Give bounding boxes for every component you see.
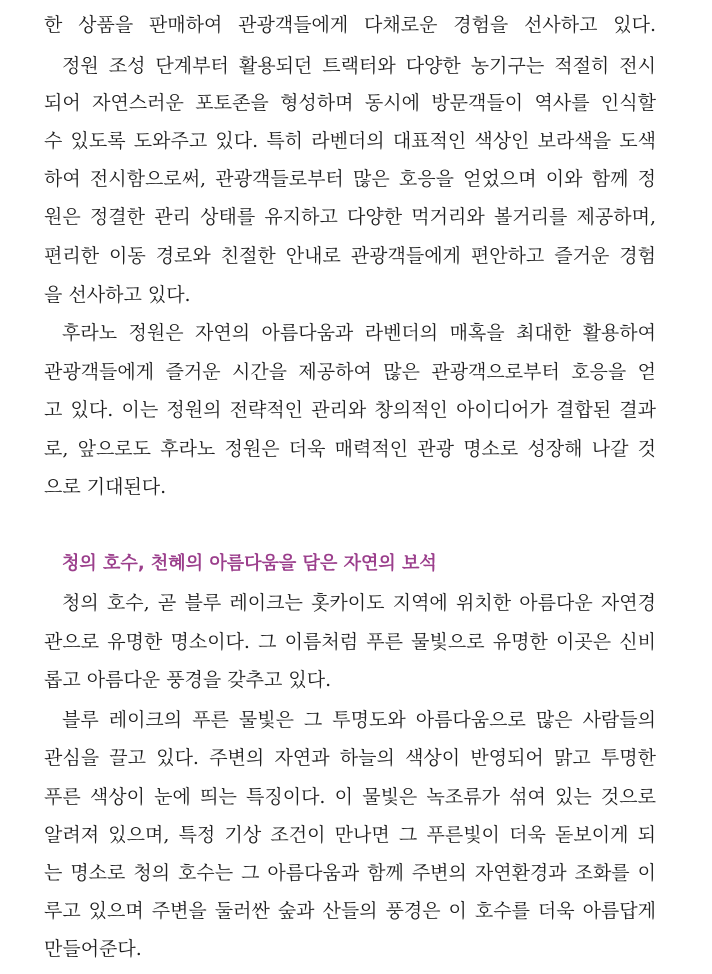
paragraph-4-line-2: 관으로 유명한 명소이다. 그 이름처럼 푸른 물빛으로 유명한 이곳은 신비 [44, 631, 656, 653]
paragraph-5-line-6: 루고 있으며 주변을 둘러싼 숲과 산들의 풍경은 이 호수를 더욱 아름답게 [44, 900, 656, 922]
paragraph-4-line-3: 롭고 아름다운 풍경을 갖추고 있다. [44, 669, 332, 691]
paragraph-2-line-2: 되어 자연스러운 포토존을 형성하며 동시에 방문객들이 역사를 인식할 [44, 92, 656, 114]
paragraph-2-line-1: 정원 조성 단계부터 활용되던 트랙터와 다양한 농기구는 적절히 전시 [62, 55, 656, 77]
paragraph-5-line-2: 관심을 끌고 있다. 주변의 자연과 하늘의 색상이 반영되어 맑고 투명한 [44, 747, 656, 769]
paragraph-3-line-3: 고 있다. 이는 정원의 전략적인 관리와 창의적인 아이디어가 결합된 결과 [44, 399, 656, 421]
paragraph-3-line-5: 으로 기대된다. [44, 476, 167, 498]
paragraph-5-line-1: 블루 레이크의 푸른 물빛은 그 투명도와 아름다움으로 많은 사람들의 [62, 709, 656, 731]
paragraph-4-line-1: 청의 호수, 곧 블루 레이크는 홋카이도 지역에 위치한 아름다운 자연경 [62, 592, 656, 614]
paragraph-3-line-4: 로, 앞으로도 후라노 정원은 더욱 매력적인 관광 명소로 성장해 나갈 것 [44, 438, 656, 460]
paragraph-3-line-1: 후라노 정원은 자연의 아름다움과 라벤더의 매혹을 최대한 활용하여 [62, 322, 656, 344]
paragraph-5-line-7: 만들어준다. [44, 938, 142, 960]
paragraph-2-line-3: 수 있도록 도와주고 있다. 특히 라벤더의 대표적인 색상인 보라색을 도색 [44, 130, 656, 152]
paragraph-2-line-7: 을 선사하고 있다. [44, 284, 191, 306]
paragraph-5-line-4: 알려져 있으며, 특정 기상 조건이 만나면 그 푸른빛이 더욱 돋보이게 되 [44, 824, 656, 846]
section-heading: 청의 호수, 천혜의 아름다움을 담은 자연의 보석 [62, 553, 437, 574]
paragraph-3-line-2: 관광객들에게 즐거운 시간을 제공하여 많은 관광객으로부터 호응을 얻 [44, 361, 656, 383]
paragraph-5-line-5: 는 명소로 청의 호수는 그 아름다움과 함께 주변의 자연환경과 조화를 이 [44, 862, 656, 884]
paragraph-2-line-6: 편리한 이동 경로와 친절한 안내로 관광객들에게 편안하고 즐거운 경험 [44, 245, 656, 267]
paragraph-2-line-5: 원은 정결한 관리 상태를 유지하고 다양한 먹거리와 볼거리를 제공하며, [44, 206, 656, 228]
paragraph-5-line-3: 푸른 색상이 눈에 띄는 특징이다. 이 물빛은 녹조류가 섞여 있는 것으로 [44, 786, 656, 808]
paragraph-1-line-1: 한 상품을 판매하여 관광객들에게 다채로운 경험을 선사하고 있다. [44, 14, 656, 36]
paragraph-2-line-4: 하여 전시함으로써, 관광객들로부터 많은 호응을 얻었으며 이와 함께 정 [44, 168, 656, 190]
